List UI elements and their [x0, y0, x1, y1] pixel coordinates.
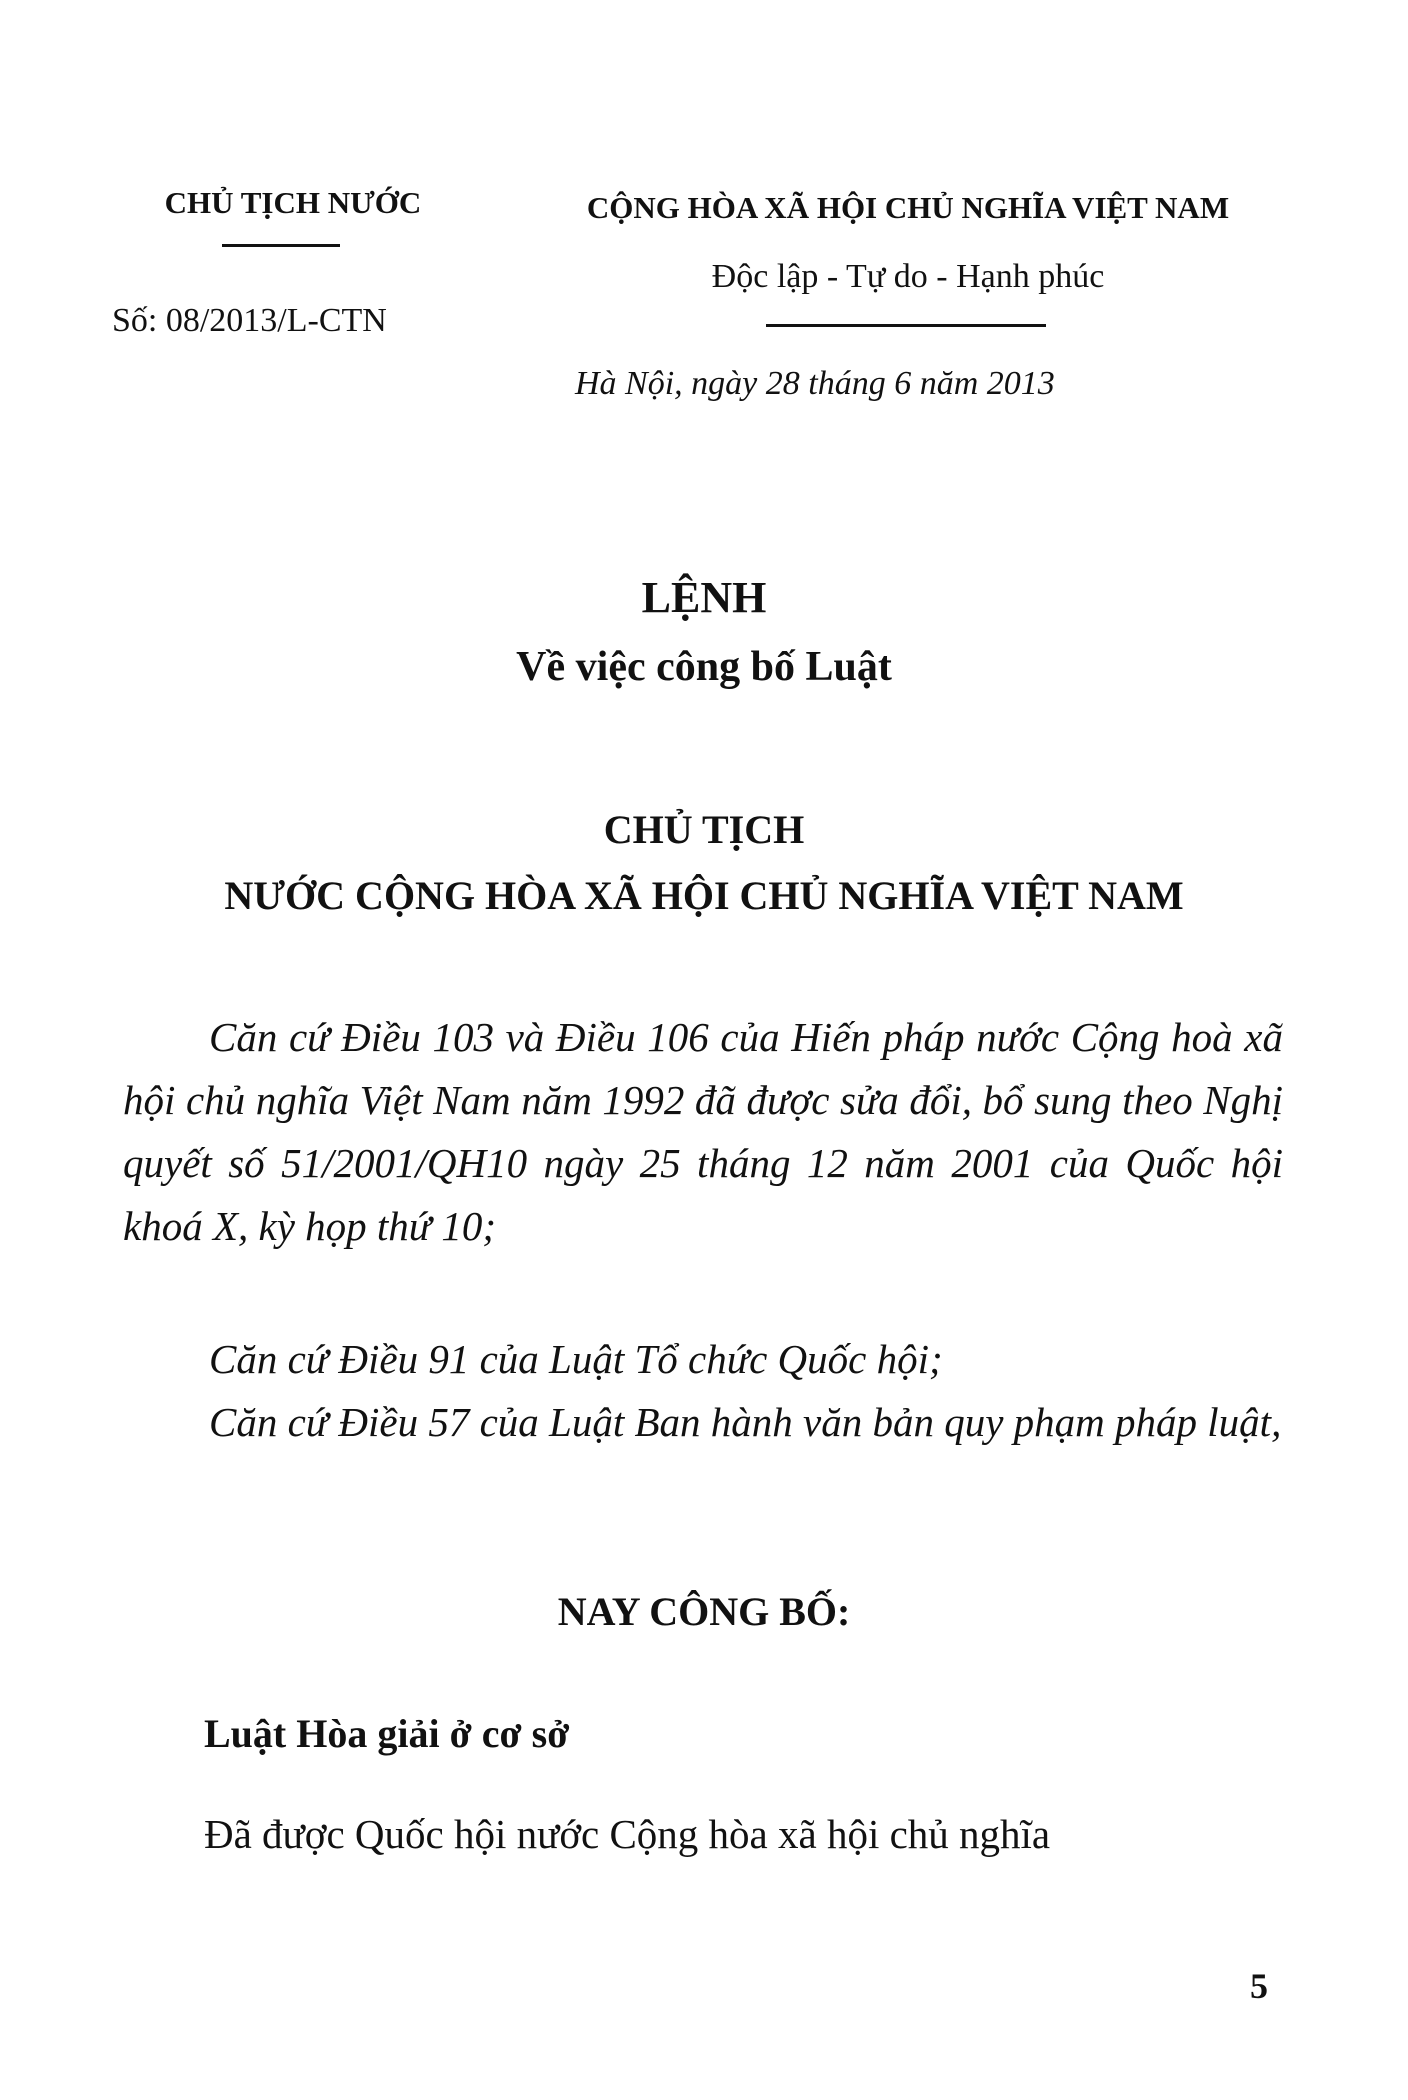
authority-line-2: NƯỚC CỘNG HÒA XÃ HỘI CHỦ NGHĨA VIỆT NAM: [224, 873, 1184, 918]
national-motto: Độc lập - Tự do - Hạnh phúc: [711, 258, 1105, 295]
authority-line-1: CHỦ TỊCH: [603, 807, 805, 852]
preamble-paragraph-1: Căn cứ Điều 103 và Điều 106 của Hiến pháp nước Cộng hoà xã hội chủ nghĩa Việt Nam năm 1992 đã được sửa đổi, bổ sung theo Nghị quyết số 51/2001/QH10 ngày 25 tháng 12 năm 2001 của Quốc hội khoá X, kỳ họp thứ 10;: [123, 1014, 1283, 1249]
issuer-label: CHỦ TỊCH NƯỚC: [164, 185, 422, 220]
document-subtitle: Về việc công bố Luật: [516, 644, 892, 690]
preamble-paragraph-2: Căn cứ Điều 91 của Luật Tổ chức Quốc hội;: [209, 1336, 943, 1382]
state-name: CỘNG HÒA XÃ HỘI CHỦ NGHĨA VIỆT NAM: [586, 190, 1230, 225]
preamble-paragraph-3: Căn cứ Điều 57 của Luật Ban hành văn bản quy phạm pháp luật,: [209, 1399, 1282, 1445]
page-number: 5: [1250, 1966, 1268, 2006]
document-title: LỆNH: [641, 573, 767, 622]
law-name: Luật Hòa giải ở cơ sở: [204, 1711, 570, 1756]
issuer-underline: [222, 244, 340, 247]
motto-underline: [766, 324, 1046, 327]
dateline: Hà Nội, ngày 28 tháng 6 năm 2013: [575, 365, 1055, 402]
closing-text: Đã được Quốc hội nước Cộng hòa xã hội chủ nghĩa: [204, 1811, 1051, 1857]
document-number: Số: 08/2013/L-CTN: [112, 302, 387, 339]
proclamation-heading: NAY CÔNG BỐ:: [557, 1589, 851, 1634]
